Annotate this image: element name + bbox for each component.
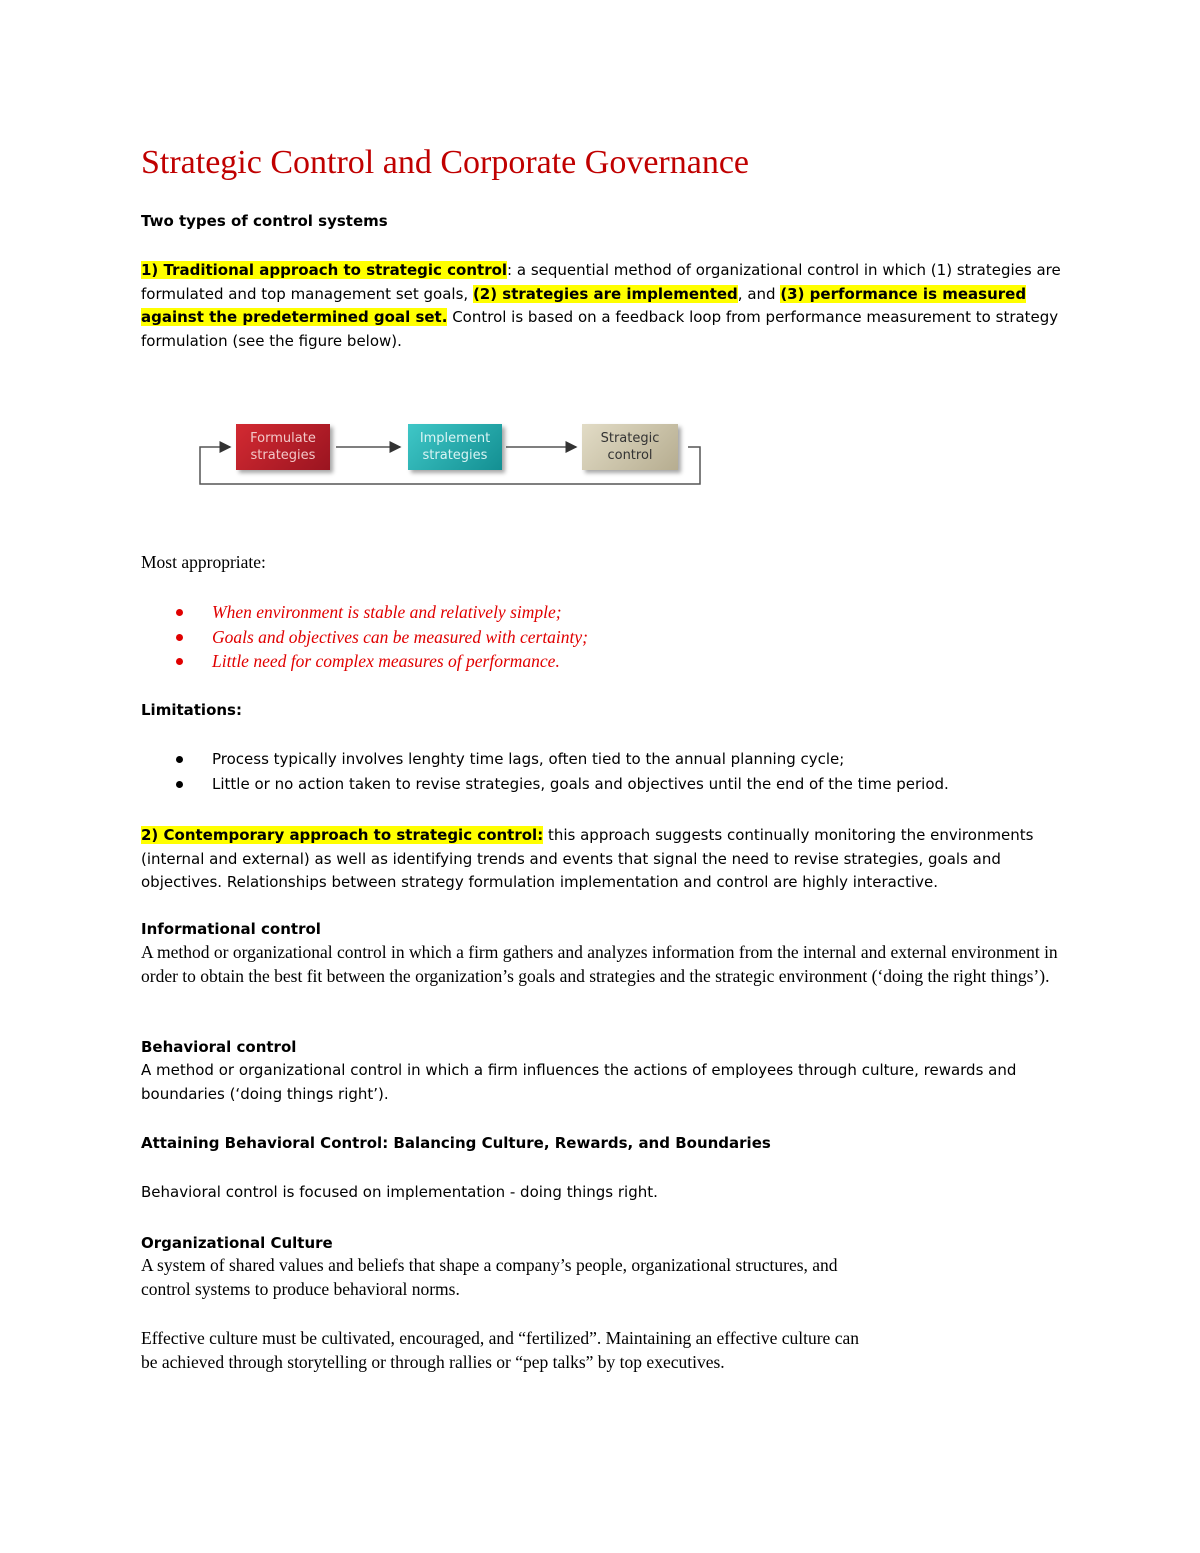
bullet-dot — [176, 756, 183, 763]
behavioral-text: A method or organizational control in which a firm influences the actions of employees through culture, rewards and boundaries (‘doing things right’). — [141, 1061, 1017, 1103]
formulate-strategies-box: Formulate strategies — [236, 424, 330, 470]
bullet-dot — [176, 634, 183, 641]
list-item: Process typically involves lenghty time lags, often tied to the annual planning cycle; — [141, 748, 1101, 773]
traditional-paragraph — [141, 259, 1061, 353]
contemporary-highlight: 2) Contemporary approach to strategic control: — [141, 826, 544, 844]
list-item: Little or no action taken to revise strategies, goals and objectives until the end of the time period. — [141, 773, 1101, 798]
page-title: Strategic Control and Corporate Governance — [141, 144, 750, 181]
traditional-text-3: Control is based on a feedback loop from performance measurement to strategy formulation (see the figure below). — [141, 308, 1059, 350]
informational-text: A method or organizational control in which a firm gathers and analyzes information from the internal and external environment in order to obtain the best fit between the organization’s goals and strategies and the strategic environment (‘doing the right things’). — [141, 942, 1058, 986]
effective-culture-line-2: be achieved through storytelling or through rallies or “pep talks” by top executives. — [141, 1352, 725, 1372]
list-item: Little need for complex measures of performance. — [141, 650, 1041, 675]
bullet-dot — [176, 658, 183, 665]
org-culture-line-2: control systems to produce behavioral norms. — [141, 1279, 460, 1299]
traditional-text-1: : a sequential method of organizational control in which (1) strategies are formulated and top management set goals, — [141, 261, 1061, 303]
measured-highlight: (3) performance is measured against the predetermined goal set. — [141, 284, 1027, 326]
implement-strategies-box: Implement strategies — [408, 424, 502, 470]
limitations-label: Limitations: — [141, 701, 242, 719]
informational-heading: Informational control — [141, 920, 321, 938]
contemporary-paragraph — [141, 824, 1061, 895]
implemented-highlight: (2) strategies are implemented — [472, 284, 738, 303]
org-culture-heading: Organizational Culture — [141, 1234, 333, 1252]
attaining-heading: Attaining Behavioral Control: Balancing Culture, Rewards, and Boundaries — [141, 1134, 771, 1152]
list-item: Goals and objectives can be measured with certainty; — [141, 626, 1041, 651]
list-item: When environment is stable and relatively simple; — [141, 601, 1041, 626]
traditional-highlight: 1) Traditional approach to strategic control — [141, 261, 508, 279]
traditional-text-2: , and — [737, 284, 781, 303]
org-culture-line-1: A system of shared values and beliefs that shape a company’s people, organizational structures, and — [141, 1255, 838, 1275]
behavioral-focus-text: Behavioral control is focused on implementation - doing things right. — [141, 1183, 658, 1201]
effective-culture-line-1: Effective culture must be cultivated, encouraged, and “fertilized”. Maintaining an effective culture can — [141, 1328, 859, 1348]
strategic-control-box: Strategic control — [582, 424, 678, 470]
two-types-heading: Two types of control systems — [141, 212, 388, 230]
control-loop-figure — [190, 412, 710, 492]
bullet-dot — [176, 781, 183, 788]
most-appropriate-list — [141, 601, 1041, 675]
contemporary-text: this approach suggests continually monitoring the environments (internal and external) as well as identifying trends and events that signal the need to revise strategies, goals and objectives. Relationships between strategy formulation implementation and control are highly interactive. — [141, 826, 1034, 891]
behavioral-heading: Behavioral control — [141, 1038, 297, 1056]
most-appropriate-label: Most appropriate: — [141, 552, 266, 572]
bullet-dot — [176, 609, 183, 616]
limitations-list — [141, 748, 1101, 797]
